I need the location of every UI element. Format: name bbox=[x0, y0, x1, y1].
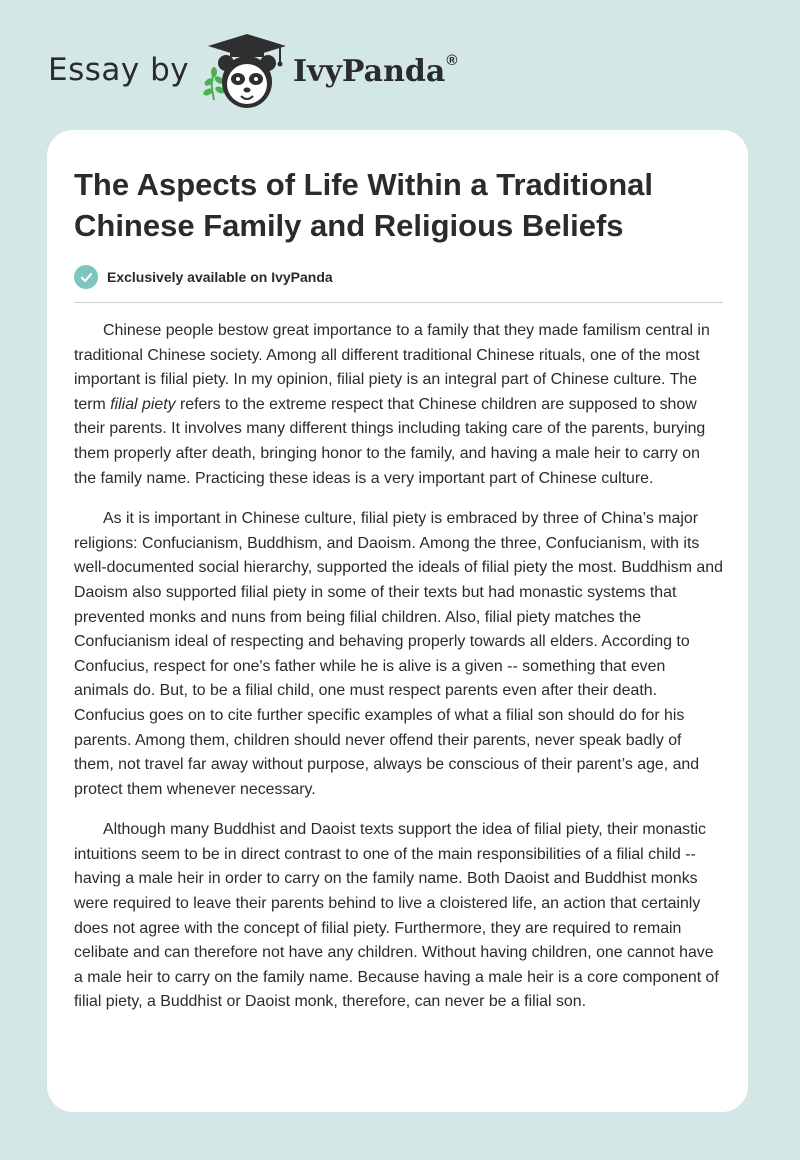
brand-name[interactable] bbox=[293, 54, 457, 89]
paragraph-3: Although many Buddhist and Daoist texts support the idea of filial piety, their monastic intuitions seem to be in direct contrast to one of the main responsibilities of a filial child -- having a male heir in order to carry on the family name. Both Daoist and Buddhist monks were required to leave their parents behind to live a cloistered life, an action that certainly does not agree with the concept of filial piety. Furthermore, they are required to remain celibate and can therefore not have any children. Without having children, one cannot have a male heir to carry on the family name. Because having a male heir is a core component of filial piety, a Buddhist or Daoist monk, therefore, can never be a filial son. bbox=[74, 821, 719, 1011]
paragraph-1-start: Chinese people bestow great importance to a family that they made familism central in traditional Chinese society. Among all different traditional Chinese rituals, one of the most important is filial piety. In my opinion, filial piety is an integral part of Chinese culture. The term bbox=[74, 322, 710, 413]
site-header bbox=[48, 30, 508, 114]
paragraph-2: As it is important in Chinese culture, filial piety is embraced by three of China’s major religions: Confucianism, Buddhism, and Daoism. Among the three, Confucianism, with its well-documented social hierarchy, supported the ideals of filial piety the most. Buddhism and Daoism also supported filial piety in some of their texts but had monastic systems that prevented monks and nuns from being filial children. Also, filial piety matches the Confucianism ideal of respecting and behaving properly towards all elders. According to Confucius, respect for one's father while he is alive is a given -- something that even animals do. But, to be a filial child, one must respect parents even after their death. Confucius goes on to cite further specific examples of what a filial son should do for his parents. Among them, children should never offend their parents, never speak badly of them, not travel far away without purpose, always be conscious of their parent’s age, and protect them whenever necessary. bbox=[74, 510, 723, 798]
paragraph-1-end: refers to the extreme respect that Chinese children are supposed to show their parents. It involves many different things including taking care of the parents, burying them properly after death, bringing honor to the family, and having a male heir to carry on the family name. Practicing these ideas is a very important part of Chinese culture. bbox=[74, 395, 706, 487]
essay-card bbox=[47, 130, 748, 1112]
essay-body bbox=[74, 319, 723, 1031]
panda-graduate-logo-icon[interactable] bbox=[200, 30, 295, 114]
brand-name-text: IvyPanda bbox=[293, 54, 446, 89]
term-filial-piety: filial piety bbox=[110, 395, 176, 413]
registered-mark: ® bbox=[446, 52, 458, 69]
essay-title: The Aspects of Life Within a Traditional Chinese Family and Religious Beliefs bbox=[74, 167, 654, 243]
essay-by-label: Essay by bbox=[48, 52, 190, 88]
check-icon bbox=[74, 265, 98, 289]
divider bbox=[74, 302, 723, 303]
paragraph-1 bbox=[74, 319, 723, 491]
exclusive-badge-label: Exclusively available on IvyPanda bbox=[107, 269, 333, 285]
exclusive-badge bbox=[74, 264, 333, 290]
